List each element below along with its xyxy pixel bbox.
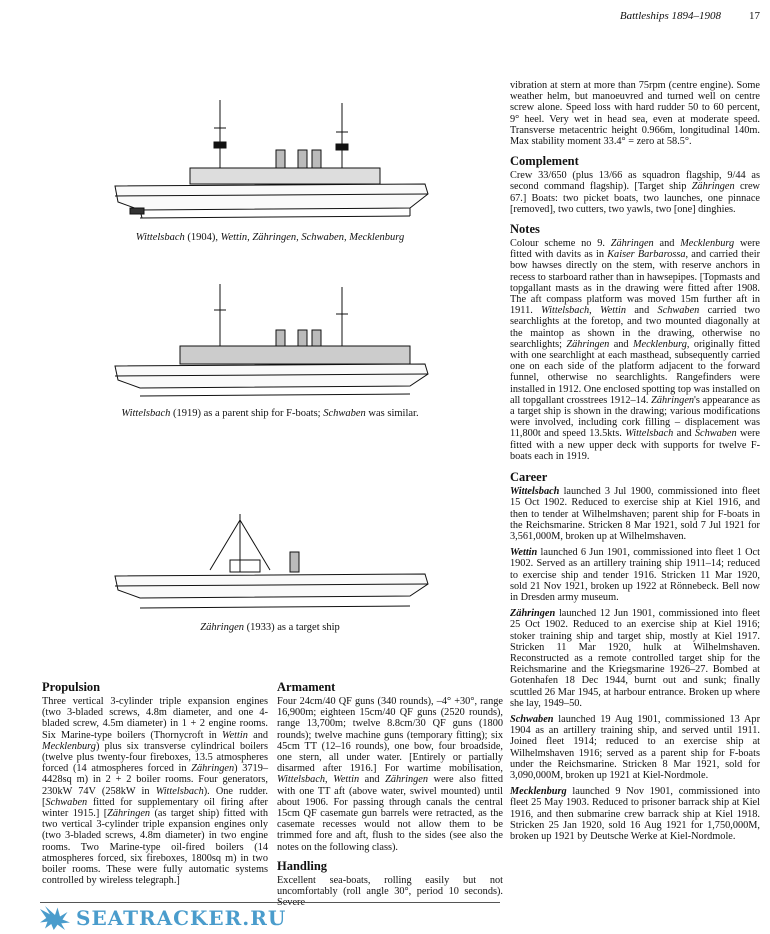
page-number: 17 xyxy=(749,10,760,22)
propulsion-section xyxy=(42,680,268,891)
caption-part: Wittelsbach xyxy=(121,408,171,419)
ship-name: Zähringen xyxy=(510,608,556,620)
figure-caption-1 xyxy=(40,232,500,243)
header-title: Battleships 1894–1908 xyxy=(619,10,721,22)
career-text: launched 12 Jun 1901, commissioned into fleet 25 Oct 1902. Reduced to an exercise ship at Kiel 1916; stoker training ship and target ship, mostly at Kiel 1917. Stricken 11 Mar 1920, hulk at Wilhelmshaven. Reconstructed as a remote controlled target ship for the Reichsmarine and the Kriegsmarine 1926–27. Bombed at Gotenhafen 18 Dec 1944, burnt out and sunk; finally scuttled 26 Mar 1945, at harbour entrance. Broken up where she lay, 1949–50. xyxy=(510,608,760,709)
career-entry-wittelsbach xyxy=(510,486,760,542)
starburst-shape xyxy=(40,906,70,930)
ship-drawing-wittelsbach-1904 xyxy=(110,98,435,228)
watermark-text: SEATRACKER.RU xyxy=(76,906,287,930)
handling-continuation: vibration at stern at more than 75rpm (centre engine). Some weather helm, but manoeuvred and turned well on centre screw alone. Speed loss with hard rudder 50 to 60 percent, 9° heel. Very wet in head sea, even at moderate speed. Transverse metacentric height 0.966m, longitudinal 140m. Max stability moment 33.4° = zero at 58.5°. xyxy=(510,80,760,148)
career-heading: Career xyxy=(510,470,548,485)
bottom-rule xyxy=(40,902,500,903)
handling-heading: Handling xyxy=(277,858,328,873)
right-column xyxy=(510,80,760,847)
caption-part: (1933) as a target ship xyxy=(244,622,340,633)
career-text: launched 6 Jun 1901, commissioned into fleet 1 Oct 1902. Served as an artillery training ship 1911–14; reduced to exercise ship and tender 1916. Stricken 11 Mar 1920, sold 21 Nov 1921, broken up 1922 at Rönnebeck. Bell now in Dresden army museum. xyxy=(510,547,760,603)
career-entries xyxy=(510,486,760,842)
caption-part: was similar. xyxy=(365,408,419,419)
career-text: launched 3 Jul 1900, commissioned into fleet 15 Oct 1902. Reduced to exercise ship at Kiel 1916, and then to tender at Wilhelmshaven; parent ship for F-boats in the Reichsmarine. Stricken 8 Mar 1921, sold 7 Jul 1921 for 3,561,000M, broken up at Wilhelmshaven. xyxy=(510,486,760,542)
armament-text: Four 24cm/40 QF guns (340 rounds), –4° +30°, range 16,900m; eighteen 15cm/40 QF guns (2520 rounds), range 13,700m; twelve 8.8cm/30 QF guns (1800 rounds); twelve machine guns (temporary fitting); six 45cm TT (12–16 rounds), one bow, four broadside, one stern, all under water. [Entirely or partially disarmed after 1916.] For wartime mobilisation, Wittelsbach, Wettin and Zähringen were also fitted with one TT aft (above water, swivel mounted) until about 1906. For passing through canals the central 15cm QF casemate gun barrels were retracted, as the casemate recesses would not allow them to be trimmed fore and aft, flush to the sides (see also the notes on the following class). xyxy=(277,696,504,853)
caption-part: Wittelsbach xyxy=(135,232,185,243)
ship-name: Schwaben xyxy=(510,713,554,725)
ship-drawing-wittelsbach-1919 xyxy=(110,282,435,407)
caption-part: Wettin, Zähringen, Schwaben, Mecklenburg xyxy=(220,232,405,243)
career-entry-zähringen xyxy=(510,608,760,709)
handling-text: Excellent sea-boats, rolling easily but not uncomfortably (roll angle 30°, period 10 seconds). Severe xyxy=(277,874,503,909)
notes-heading: Notes xyxy=(510,222,540,237)
career-text: launched 9 Nov 1901, commissioned into fleet 25 May 1903. Reduced to prisoner barrack ship at Kiel 1916, and then submarine crew barrack ship at Kiel 1918. Stricken 25 Jan 1920, sold 16 Aug 1921 for 1,750,000M, broken up 1921 by Deutsche Werke at Kiel-Nordmole. xyxy=(510,786,760,842)
watermark-starburst-icon xyxy=(40,906,70,930)
career-entry-wettin xyxy=(510,547,760,603)
career-entry-mecklenburg xyxy=(510,786,760,842)
armament-section xyxy=(277,680,503,913)
caption-part: (1919) as a parent ship for F-boats; xyxy=(170,408,324,419)
caption-part: Schwaben xyxy=(323,408,366,419)
notes-text: Colour scheme no 9. Zähringen and Mecklenburg were fitted with davits as in Kaiser Barbarossa, and carried their bow hawses directly on the stem, with reserve anchors in recess to starboard rather than in hawsepipes. [Topmasts and topgallant masts as in the drawing were fitted after 1908. The aft compass platform was moved 15m further aft in 1911. Wittelsbach, Wettin and Schwaben carried two searchlights at the foretop, and two mounted diagonally at the maintop as shown in the drawing, otherwise no searchlights; Zähringen and Mecklenburg, originally fitted with one searchlight at each masthead, subsequently carried one on each side of the platform adjacent to the forward funnel, otherwise no searchlights. Rangefinders were installed in 1912. One enclosed spotting top was installed on all topgallant crosstrees 1912–14. Zähringen's appearance as a target ship is shown in the drawing; various modifications were involved, including cork filling – displacement was 11,800t and speed 13.5kts. Wittelsbach and Schwaben were fitted with a new upper deck with supports for twelve F-boats each in 1919. xyxy=(510,238,760,462)
career-entry-schwaben xyxy=(510,714,760,781)
figure-caption-2 xyxy=(40,408,500,419)
caption-part: (1904), xyxy=(184,232,221,243)
career-text: launched 19 Aug 1901, commissioned 13 Apr 1904 as an artillery training ship, and served until 1911. Joined fleet 1914; reduced to an exercise ship at Wilhelmshaven 1916; served as a parent ship for F-boats under the Reichsmarine. Stricken 8 Mar 1921, sold for 3,090,000M, broken up 1921 at Kiel-Nordmole. xyxy=(510,713,760,781)
complement-text: Crew 33/650 (plus 13/66 as squadron flagship, 9/44 as second command flagship). [Target ship Zähringen crew 67.] Boats: two picket boats, two launches, one pinnace [removed], two cutters, two yawls, two [one] dinghies. xyxy=(510,170,760,215)
propulsion-heading: Propulsion xyxy=(42,680,101,694)
ship-name: Wittelsbach xyxy=(510,486,560,498)
figure-caption-3 xyxy=(40,622,500,633)
ship-name: Mecklenburg xyxy=(510,786,567,798)
armament-heading: Armament xyxy=(277,680,336,694)
propulsion-text: Three vertical 3-cylinder triple expansion engines (two 3-bladed screws, 4.8m diameter, and one 4-bladed screw, 4.5m diameter) in 1 + 2 engine rooms. Six Marine-type boilers (Thornycroft in Wettin and Mecklenburg) plus six transverse cylindrical boilers (twelve plus twenty-four fireboxes, 13.5 atmospheres forced (14 atmospheres forced in Zähringen) 3719–4428sq m) in 2 + 2 boiler rooms. Four generators, 230kW 74V (258kW in Wittelsbach). One rudder. [Schwaben fitted for supplementary oil firing after winter 1915.] [Zähringen (as target ship) fitted with two vertical 3-cylinder triple expansion engines only (two 3-bladed screws, 4.8m diameter) in two engine rooms. Two Marine-type oil-fired boilers (14 atmospheres forced, six fireboxes, 1800sq m) in two boiler rooms. These were fully automatic systems controlled by wireless telegraph.] xyxy=(42,696,269,887)
complement-heading: Complement xyxy=(510,154,579,169)
running-header xyxy=(500,10,760,22)
caption-part: Zähringen xyxy=(200,622,244,633)
ship-name: Wettin xyxy=(510,547,538,559)
ship-drawing-zahringen-1933 xyxy=(110,512,435,617)
